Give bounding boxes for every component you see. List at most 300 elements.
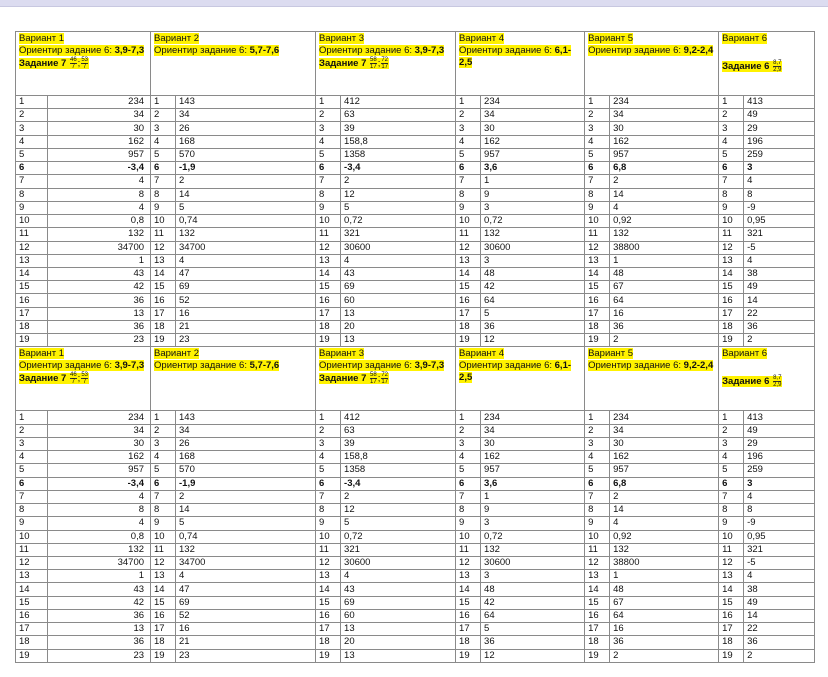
- answer-cell: 9: [481, 504, 585, 517]
- answer-cell: 69: [176, 281, 316, 294]
- task-number: 5: [719, 464, 744, 477]
- answer-cell: 3,6: [481, 162, 585, 175]
- answer-cell: 14: [744, 609, 815, 622]
- answer-cell: 162: [481, 451, 585, 464]
- task-number: 14: [316, 268, 341, 281]
- answer-cell: 30600: [341, 556, 456, 569]
- task-number: 14: [585, 583, 610, 596]
- task-number: 17: [16, 623, 48, 636]
- task-number: 10: [585, 530, 610, 543]
- variant-header-3: [316, 32, 456, 96]
- answer-cell: 14: [610, 504, 719, 517]
- answer-cell: 67: [610, 596, 719, 609]
- task-number: 17: [585, 307, 610, 320]
- answer-cell: 0,92: [610, 530, 719, 543]
- task-number: 15: [16, 596, 48, 609]
- answer-cell: 36: [610, 320, 719, 333]
- answer-cell: 52: [176, 294, 316, 307]
- task-number: 6: [456, 477, 481, 490]
- task-number: 13: [456, 254, 481, 267]
- table-row: [16, 451, 815, 464]
- task-number: 5: [316, 464, 341, 477]
- answer-cell: 158,8: [341, 135, 456, 148]
- task-number: 14: [316, 583, 341, 596]
- orientir-range: 6,1-2,5: [459, 45, 572, 68]
- task-number: 7: [316, 490, 341, 503]
- task-number: 11: [456, 543, 481, 556]
- answer-cell: -1,9: [176, 477, 316, 490]
- task-number: 12: [316, 556, 341, 569]
- task-number: 18: [16, 636, 48, 649]
- task-number: 10: [316, 530, 341, 543]
- table-row: [16, 636, 815, 649]
- task-number: 9: [456, 517, 481, 530]
- task-number: 3: [16, 437, 48, 450]
- task-number: 17: [585, 623, 610, 636]
- answer-cell: 6,8: [610, 477, 719, 490]
- task7-fraction-1-denominator: 17: [370, 64, 377, 70]
- answer-cell: 1: [610, 570, 719, 583]
- task-number: 3: [456, 122, 481, 135]
- answer-cell: 4: [48, 490, 151, 503]
- task-number: 1: [585, 95, 610, 108]
- task-number: 17: [456, 623, 481, 636]
- answer-cell: 3: [744, 162, 815, 175]
- table-row: [16, 162, 815, 175]
- answer-cell: 5: [341, 201, 456, 214]
- task-number: 16: [585, 609, 610, 622]
- answer-cell: 34: [610, 109, 719, 122]
- task-number: 14: [151, 583, 176, 596]
- answer-cell: 234: [48, 95, 151, 108]
- answer-cell: 8: [744, 188, 815, 201]
- answer-cell: 34700: [48, 556, 151, 569]
- task-number: 11: [585, 543, 610, 556]
- task-number: 10: [151, 530, 176, 543]
- task6-label: Задание 6: [722, 61, 770, 73]
- task-number: 19: [585, 649, 610, 662]
- task-number: 17: [719, 307, 744, 320]
- task-number: 8: [151, 504, 176, 517]
- task-number: 19: [16, 334, 48, 347]
- task-number: 8: [456, 188, 481, 201]
- task-number: 18: [316, 320, 341, 333]
- task-number: 17: [456, 307, 481, 320]
- task-number: 18: [585, 320, 610, 333]
- task6-fraction-numerator: 8,7: [773, 60, 782, 66]
- answer-cell: 4: [744, 175, 815, 188]
- orientir-range: 6,1-2,5: [459, 360, 572, 384]
- table-row: [16, 281, 815, 294]
- answer-cell: 6,8: [610, 162, 719, 175]
- task-number: 19: [316, 649, 341, 662]
- task-number: 11: [316, 543, 341, 556]
- task-number: 10: [719, 530, 744, 543]
- answer-cell: 0,92: [610, 215, 719, 228]
- task-number: 6: [456, 162, 481, 175]
- table-row: [16, 228, 815, 241]
- answer-cell: 4: [610, 517, 719, 530]
- variant-header-2: [151, 32, 316, 96]
- task-number: 15: [719, 281, 744, 294]
- task-number: 6: [585, 162, 610, 175]
- task-number: 5: [719, 148, 744, 161]
- task-number: 4: [316, 451, 341, 464]
- task7-fraction-2-denominator: 7: [82, 379, 87, 386]
- answer-cell: -3,4: [341, 477, 456, 490]
- task-number: 1: [151, 95, 176, 108]
- task-number: 11: [16, 228, 48, 241]
- task-number: 8: [316, 188, 341, 201]
- answer-cell: 412: [341, 411, 456, 424]
- answer-cell: 4: [610, 201, 719, 214]
- task-number: 10: [16, 530, 48, 543]
- table-row: [16, 254, 815, 267]
- task-number: 6: [585, 477, 610, 490]
- answer-cell: -9: [744, 201, 815, 214]
- answer-cell: 1: [481, 175, 585, 188]
- answer-cell: 20: [341, 320, 456, 333]
- answer-cell: 16: [610, 623, 719, 636]
- task-number: 5: [585, 148, 610, 161]
- task-number: 16: [316, 294, 341, 307]
- task-number: 1: [16, 95, 48, 108]
- task7-label: Задание 7: [319, 373, 367, 385]
- task-number: 9: [151, 517, 176, 530]
- task-number: 2: [719, 109, 744, 122]
- orientir-label: Ориентир задание 6:: [19, 45, 115, 56]
- answer-cell: 5: [481, 623, 585, 636]
- task-number: 7: [16, 175, 48, 188]
- answer-cell: 26: [176, 122, 316, 135]
- answer-cell: 13: [341, 334, 456, 347]
- answer-cell: 16: [610, 307, 719, 320]
- task-number: 7: [16, 490, 48, 503]
- answer-cell: 4: [176, 254, 316, 267]
- answer-cell: 234: [610, 411, 719, 424]
- table-row: [16, 649, 815, 662]
- answer-cell: 16: [176, 623, 316, 636]
- variant-header-5: [585, 32, 719, 96]
- task7-fraction-1-denominator: 7: [71, 64, 75, 70]
- task-number: 1: [456, 95, 481, 108]
- task-number: 3: [585, 437, 610, 450]
- answer-cell: 2: [176, 490, 316, 503]
- task-number: 8: [585, 188, 610, 201]
- answer-cell: 321: [341, 228, 456, 241]
- answer-cell: 36: [610, 636, 719, 649]
- orientir-label: Ориентир задание 6:: [588, 45, 684, 56]
- variant-title: Вариант 3: [319, 348, 365, 360]
- answer-cell: 34: [176, 109, 316, 122]
- task-number: 16: [585, 294, 610, 307]
- answer-cell: 42: [48, 281, 151, 294]
- orientir-range: 9,2-2,4: [683, 45, 714, 56]
- task-number: 14: [151, 268, 176, 281]
- answer-cell: 2: [744, 649, 815, 662]
- task-number: 7: [151, 175, 176, 188]
- answer-cell: 259: [744, 148, 815, 161]
- task-number: 10: [456, 215, 481, 228]
- task-number: 12: [316, 241, 341, 254]
- task-number: 6: [16, 162, 48, 175]
- task-number: 18: [456, 636, 481, 649]
- answer-cell: 957: [48, 148, 151, 161]
- task-number: 13: [151, 570, 176, 583]
- variant-title: Вариант 5: [588, 33, 634, 44]
- orientir-label: Ориентир задание 6:: [459, 360, 555, 372]
- task-number: 12: [719, 241, 744, 254]
- answer-cell: 42: [481, 281, 585, 294]
- answer-cell: 12: [481, 334, 585, 347]
- answer-cell: 43: [48, 268, 151, 281]
- task-number: 4: [719, 451, 744, 464]
- answer-cell: 162: [48, 135, 151, 148]
- answer-cell: 2: [176, 175, 316, 188]
- answer-cell: -3,4: [341, 162, 456, 175]
- answer-cell: 5: [481, 307, 585, 320]
- task7-fraction-1: [70, 372, 77, 385]
- task-number: 5: [585, 464, 610, 477]
- answer-cell: 36: [48, 294, 151, 307]
- task-number: 2: [719, 424, 744, 437]
- task7-answer: [19, 373, 89, 384]
- task-number: 12: [719, 556, 744, 569]
- task7-fraction-2-numerator: 53: [81, 372, 88, 379]
- task-number: 16: [151, 294, 176, 307]
- task-number: 1: [719, 95, 744, 108]
- variant-header-1: [16, 32, 151, 96]
- answer-cell: 3: [481, 254, 585, 267]
- answer-cell: 13: [341, 623, 456, 636]
- answer-cell: 9: [481, 188, 585, 201]
- table-row: [16, 477, 815, 490]
- task-number: 7: [719, 175, 744, 188]
- answer-cell: 34: [481, 424, 585, 437]
- task7-fraction-1: [70, 57, 77, 70]
- answer-cell: 36: [481, 636, 585, 649]
- answer-cell: 69: [341, 596, 456, 609]
- task-number: 12: [16, 556, 48, 569]
- task6-label: Задание 6: [722, 376, 770, 388]
- task-number: 15: [316, 596, 341, 609]
- answer-cell: 13: [48, 307, 151, 320]
- task7-label: Задание 7: [319, 58, 367, 70]
- answer-cell: 47: [176, 268, 316, 281]
- task7-fraction-1-numerator: 46: [69, 57, 77, 63]
- task-number: 3: [16, 122, 48, 135]
- table-row: [16, 122, 815, 135]
- answer-cell: 42: [48, 596, 151, 609]
- task7-fraction-2: [381, 57, 388, 70]
- answer-cell: 1: [48, 570, 151, 583]
- task-number: 2: [151, 109, 176, 122]
- answers-table: [15, 31, 815, 663]
- task7-label: Задание 7: [19, 373, 67, 385]
- answer-cell: 196: [744, 451, 815, 464]
- answer-cell: 143: [176, 411, 316, 424]
- task-number: 14: [456, 268, 481, 281]
- task7-answer: [319, 58, 389, 69]
- answer-cell: 14: [176, 504, 316, 517]
- task-number: 9: [16, 517, 48, 530]
- answer-cell: 2: [610, 334, 719, 347]
- variant-title: Вариант 1: [19, 33, 65, 44]
- answer-cell: 4: [48, 175, 151, 188]
- table-row: [16, 411, 815, 424]
- answer-cell: 36: [744, 320, 815, 333]
- task-number: 12: [456, 556, 481, 569]
- task-number: 7: [585, 175, 610, 188]
- answer-cell: 412: [341, 95, 456, 108]
- task-number: 14: [16, 268, 48, 281]
- answer-cell: 38: [744, 583, 815, 596]
- task-number: 8: [316, 504, 341, 517]
- variant-header-3: [316, 347, 456, 411]
- table-row: [16, 556, 815, 569]
- table-row: [16, 490, 815, 503]
- task-number: 1: [585, 411, 610, 424]
- task-number: 15: [16, 281, 48, 294]
- answer-cell: 234: [481, 95, 585, 108]
- task-number: 18: [719, 636, 744, 649]
- answer-cell: 49: [744, 109, 815, 122]
- task-number: 19: [151, 649, 176, 662]
- answer-cell: 34700: [176, 556, 316, 569]
- answer-cell: 5: [176, 517, 316, 530]
- task-number: 11: [151, 228, 176, 241]
- table-row: [16, 570, 815, 583]
- orientir-range: 3,9-7,3: [114, 45, 145, 56]
- answer-cell: 158,8: [341, 451, 456, 464]
- answer-cell: 49: [744, 424, 815, 437]
- answer-cell: 22: [744, 307, 815, 320]
- answer-cell: 234: [610, 95, 719, 108]
- answer-cell: 4: [341, 254, 456, 267]
- answer-cell: 48: [610, 268, 719, 281]
- answer-cell: 36: [481, 320, 585, 333]
- variant-title: Вариант 4: [459, 348, 505, 360]
- task-number: 8: [585, 504, 610, 517]
- answer-cell: 162: [610, 451, 719, 464]
- task-number: 8: [719, 504, 744, 517]
- variant-header-4: [456, 32, 585, 96]
- task7-fraction-1-denominator: 17: [370, 379, 377, 386]
- task-number: 9: [316, 201, 341, 214]
- answer-cell: 21: [176, 320, 316, 333]
- task-number: 13: [151, 254, 176, 267]
- answer-cell: 38: [744, 268, 815, 281]
- orientir-label: Ориентир задание 6:: [319, 360, 415, 372]
- answer-cell: 30: [610, 122, 719, 135]
- answer-cell: 64: [610, 294, 719, 307]
- task-number: 18: [151, 636, 176, 649]
- task6-fraction: [773, 60, 781, 73]
- task7-label: Задание 7: [19, 58, 67, 70]
- task7-fraction-2-denominator: 7: [82, 64, 87, 70]
- answer-cell: 0,72: [481, 215, 585, 228]
- task-number: 6: [316, 477, 341, 490]
- task6-fraction-numerator: 8,7: [773, 375, 782, 382]
- table-row: [16, 188, 815, 201]
- answer-cell: 13: [341, 307, 456, 320]
- task-number: 9: [151, 201, 176, 214]
- task7-fraction-2-numerator: 72: [381, 372, 389, 379]
- task-number: 7: [456, 175, 481, 188]
- answer-cell: 43: [341, 583, 456, 596]
- answer-cell: 413: [744, 95, 815, 108]
- answer-cell: 3: [744, 477, 815, 490]
- answer-cell: -3,4: [48, 477, 151, 490]
- answer-cell: 2: [744, 334, 815, 347]
- table-row: [16, 464, 815, 477]
- task-number: 12: [456, 241, 481, 254]
- orientir-range: 5,7-7,6: [249, 360, 280, 372]
- answer-cell: 4: [744, 254, 815, 267]
- task-number: 4: [16, 135, 48, 148]
- answer-cell: 4: [48, 201, 151, 214]
- answer-cell: 168: [176, 451, 316, 464]
- task-number: 3: [151, 122, 176, 135]
- answer-cell: 26: [176, 437, 316, 450]
- answer-cell: 4: [744, 490, 815, 503]
- task6-answer: [722, 376, 782, 387]
- task-number: 9: [585, 517, 610, 530]
- answer-cell: 29: [744, 122, 815, 135]
- task-number: 14: [585, 268, 610, 281]
- task-number: 3: [719, 122, 744, 135]
- task-number: 5: [151, 148, 176, 161]
- task-number: 13: [16, 254, 48, 267]
- answer-cell: 20: [341, 636, 456, 649]
- task-number: 7: [719, 490, 744, 503]
- answer-cell: 21: [176, 636, 316, 649]
- task7-fraction-1: [370, 372, 377, 385]
- task-number: 18: [585, 636, 610, 649]
- task-number: 11: [719, 543, 744, 556]
- answer-cell: 43: [48, 583, 151, 596]
- answer-cell: 23: [48, 649, 151, 662]
- answer-cell: 12: [341, 188, 456, 201]
- task7-separator: ;: [377, 373, 381, 385]
- task6-fraction: [773, 375, 781, 388]
- table-row: [16, 215, 815, 228]
- task-number: 15: [585, 596, 610, 609]
- task-number: 13: [719, 254, 744, 267]
- task-number: 8: [16, 504, 48, 517]
- task-number: 4: [316, 135, 341, 148]
- answer-cell: 132: [48, 228, 151, 241]
- task-number: 15: [151, 596, 176, 609]
- variant-header-5: [585, 347, 719, 411]
- answer-cell: 34: [481, 109, 585, 122]
- answer-cell: 12: [481, 649, 585, 662]
- answer-cell: 957: [481, 148, 585, 161]
- task-number: 15: [151, 281, 176, 294]
- table-row: [16, 623, 815, 636]
- answer-cell: 69: [341, 281, 456, 294]
- task-number: 1: [151, 411, 176, 424]
- task-number: 19: [316, 334, 341, 347]
- task-number: 2: [151, 424, 176, 437]
- task-number: 16: [16, 609, 48, 622]
- task-number: 16: [316, 609, 341, 622]
- answer-cell: 49: [744, 281, 815, 294]
- task-number: 17: [151, 307, 176, 320]
- task-number: 4: [585, 135, 610, 148]
- task-number: 12: [151, 556, 176, 569]
- task-number: 17: [719, 623, 744, 636]
